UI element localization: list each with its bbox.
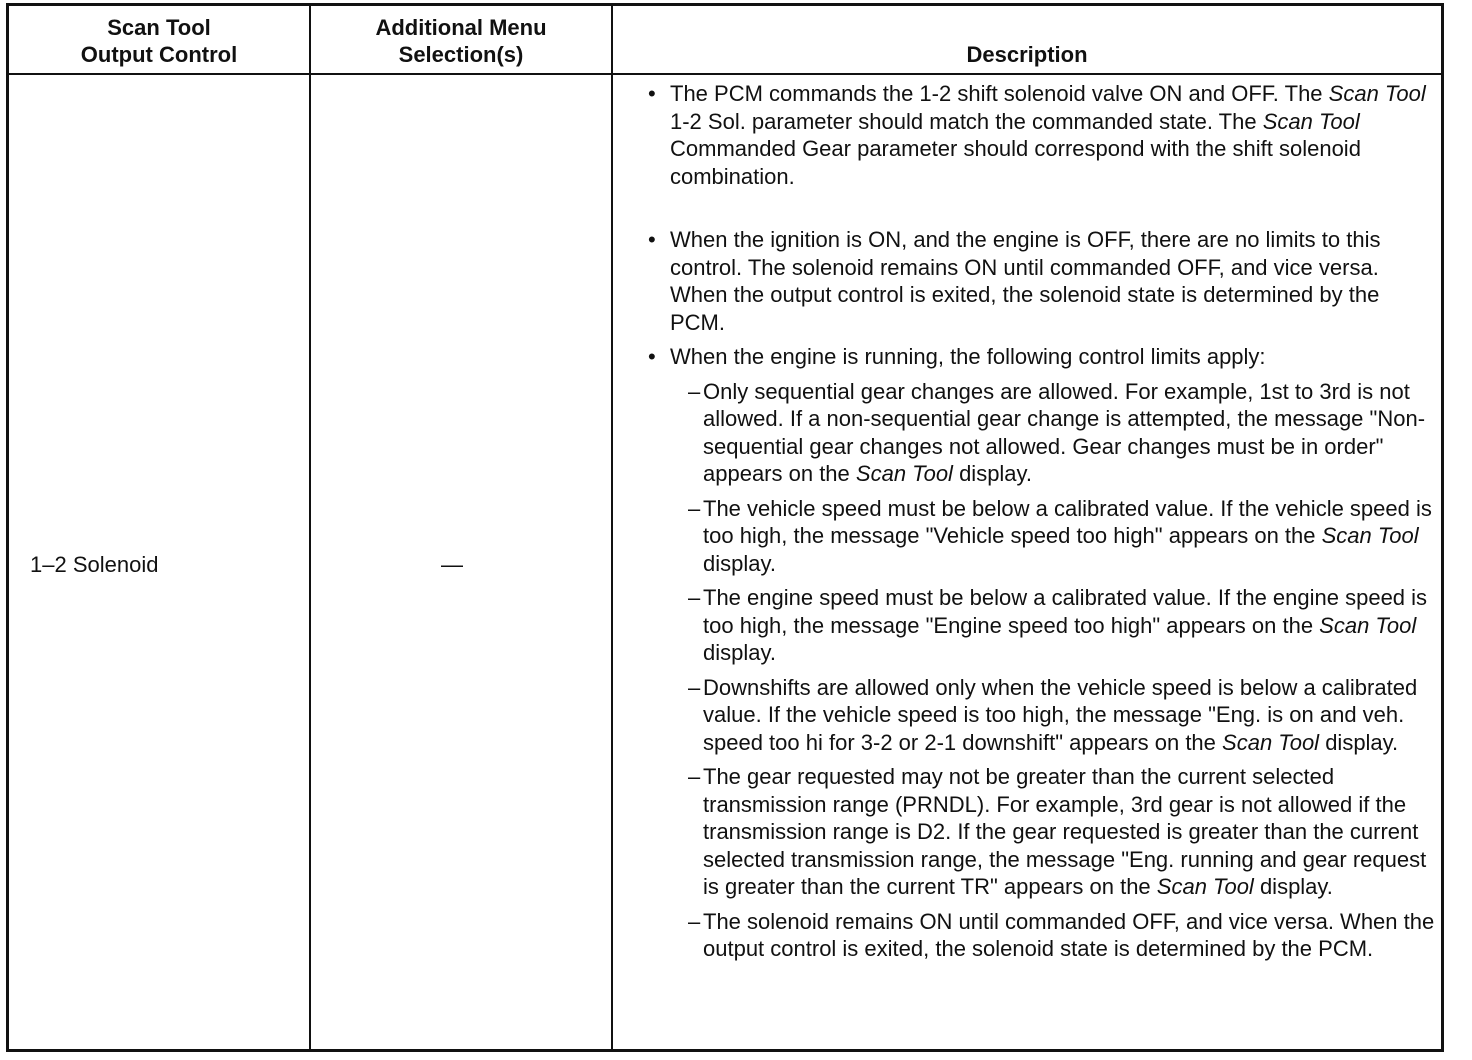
sub-bullet-item	[640, 495, 1435, 578]
text: display.	[1319, 729, 1399, 755]
italic-text: Scan Tool	[1321, 523, 1419, 548]
text: Only sequential gear changes are allowed. For example, 1st to 3rd is not allowed. If a non-sequential gear change is attempted, the message "Non-sequential gear changes not allowed. Gear changes must be in order" appears on the	[703, 378, 1426, 486]
header-additional-menu-selections	[311, 14, 611, 68]
text: Commanded Gear parameter should correspond with the shift solenoid combination.	[670, 136, 1361, 189]
sub-bullet-item	[640, 674, 1435, 757]
sub-bullet-item	[640, 584, 1435, 667]
sub-bullet-item	[640, 378, 1435, 488]
text: The PCM commands the 1-2 shift solenoid valve ON and OFF. The	[670, 81, 1329, 106]
italic-text: Scan Tool	[1328, 81, 1426, 106]
italic-text: Scan Tool	[855, 461, 953, 486]
header-divider	[9, 73, 1441, 75]
header-description: Description	[966, 42, 1088, 67]
text: display.	[703, 640, 776, 665]
text: Downshifts are allowed only when the vehicle speed is below a calibrated value. If the vehicle speed is too high, the message "Eng. is on and veh. speed too hi for 3-2 or 2-1 downshift" appears on the	[703, 674, 1418, 755]
header-text: Output Control	[80, 42, 238, 67]
column-divider	[309, 6, 311, 1049]
italic-text: Scan Tool	[1222, 729, 1320, 755]
sub-bullet-item: – The solenoid remains ON until commanded OFF, and vice versa. When the output control is exited, the solenoid state is determined by the PCM.	[640, 908, 1435, 963]
sub-bullet-item	[640, 763, 1435, 901]
bullet-item: • When the ignition is ON, and the engine is OFF, there are no limits to this control. The solenoid remains ON until commanded OFF, and vice versa. When the output control is exited, the solenoid state is determined by the PCM.	[640, 226, 1435, 336]
text: The engine speed must be below a calibrated value. If the engine speed is too high, the message "Engine speed too high" appears on the	[703, 585, 1428, 638]
text: The vehicle speed must be below a calibrated value. If the vehicle speed is too high, the message "Vehicle speed too high" appears on the	[703, 495, 1432, 548]
text: display.	[952, 461, 1033, 486]
bullet-item: • When the engine is running, the following control limits apply:	[640, 343, 1435, 371]
cell-output-control: 1–2 Solenoid	[30, 552, 159, 577]
header-scan-tool-output-control	[9, 14, 309, 68]
header-text: Selection(s)	[398, 42, 524, 67]
italic-text: Scan Tool	[1156, 874, 1254, 899]
header-text: Scan Tool	[107, 15, 211, 40]
bullet-item	[640, 80, 1435, 190]
italic-text: Scan Tool	[1319, 612, 1417, 638]
text: display.	[1253, 874, 1333, 899]
cell-description	[640, 80, 1435, 963]
text: display.	[703, 550, 776, 576]
text: The gear requested may not be greater than the current selected transmission range (PRNDL). For example, 3rd gear is not allowed if the transmission range is D2. If the gear requested is greater than the current selected transmission range, the message "Eng. running and gear request is greater than the current TR" appears on the	[703, 764, 1427, 899]
italic-text: Scan Tool	[1262, 108, 1360, 134]
column-divider	[611, 6, 613, 1049]
cell-menu-selection: —	[441, 552, 463, 577]
header-text: Additional Menu	[375, 15, 547, 40]
text: 1-2 Sol. parameter should match the commanded state. The	[670, 108, 1263, 134]
